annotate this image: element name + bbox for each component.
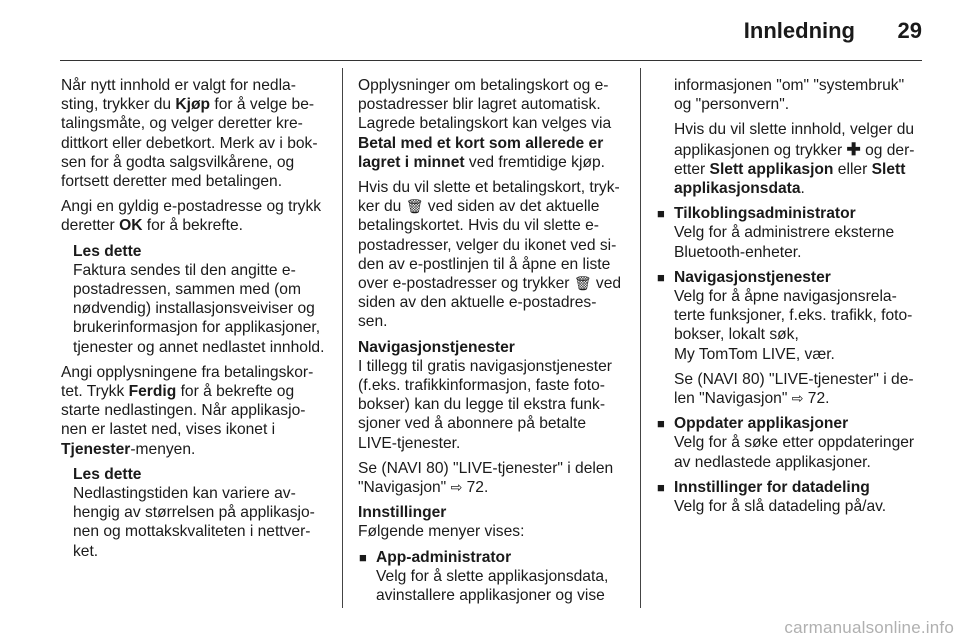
note-title: Les dette	[73, 242, 142, 260]
plus-icon: ✚	[846, 139, 861, 159]
trash-icon: 🗑	[405, 198, 424, 215]
column-3	[656, 76, 922, 516]
list-item-title: Navigasjonstjenester	[674, 268, 831, 286]
section-heading: Navigasjonstjenester	[358, 338, 515, 356]
page-number: 29	[897, 18, 922, 43]
page-header	[0, 0, 960, 60]
paragraph: Angi en gyldig e-postadresse og trykk deretter OK for å bekrefte.	[61, 198, 322, 235]
bullet-icon: ■	[359, 549, 367, 565]
paragraph: informasjonen "om" "systembruk" og "personvern".	[674, 77, 905, 114]
list-item: ■ Innstillinger for datadeling Velg for å slå datadeling på/av.	[656, 478, 922, 516]
trash-icon: 🗑	[573, 275, 592, 292]
page-reference-arrow-icon: ⇨	[450, 479, 463, 496]
bullet-icon: ■	[657, 479, 665, 495]
column-divider	[640, 68, 641, 608]
note-box: Les dette Nedlastingstiden kan variere av- hengig av størrelsen på applikasjo- nen og mottakskvaliteten i nettver- ket.	[61, 465, 327, 561]
paragraph: Se (NAVI 80) "LIVE-tjenester" i delen "Navigasjon" ⇨ 72.	[358, 459, 614, 497]
paragraph: Angi opplysningene fra betalingskor- tet. Trykk Ferdig for å bekrefte og starte nedlastingen. Når applikasjo- nen er lastet ned, vises ikonet i Tjenester-menyen.	[61, 363, 314, 458]
paragraph: Opplysninger om betalingskort og e- postadresser blir lagret automatisk. Lagrede betalingskort kan velges via Betal med et kort som allerede er lagret i minnet ved fremtidige kjøp.	[358, 77, 612, 171]
bullet-icon: ■	[657, 206, 665, 222]
page-title: Innledning	[743, 18, 855, 43]
list-item-title: Oppdater applikasjoner	[674, 415, 849, 433]
list-item-title: Tilkoblingsadministrator	[674, 205, 856, 223]
list-item-title: App-administrator	[376, 548, 512, 566]
bullet-icon: ■	[657, 269, 665, 285]
list-item: ■ App-administrator Velg for å slette applikasjonsdata, avinstallere applikasjoner og vise	[358, 548, 624, 606]
list-item-title: Innstillinger for datadeling	[674, 478, 870, 496]
section: Innstillinger Følgende menyer vises:	[358, 503, 624, 541]
page-reference-arrow-icon: ⇨	[791, 390, 804, 407]
note-title: Les dette	[73, 465, 142, 483]
column-2	[358, 76, 624, 605]
section-heading: Innstillinger	[358, 504, 447, 522]
paragraph: Hvis du vil slette innhold, velger du applikasjonen og trykker ✚ og der- etter Slett applikasjon eller Slett applikasjonsdata.	[674, 121, 915, 198]
list-item: ■ Navigasjonstjenester Velg for å åpne navigasjonsrela- terte funksjoner, f.eks. trafikk, foto- bokser, lokalt søk, My TomTom LIVE, vær. Se (NAVI 80) "LIVE-tjenester" i de- len "Navigasjon" ⇨ 72.	[656, 268, 922, 408]
list-item: ■ Oppdater applikasjoner Velg for å søke etter oppdateringer av nedlastede applikasjoner.	[656, 414, 922, 472]
column-divider	[342, 68, 343, 608]
header-rule	[60, 60, 922, 61]
paragraph: Hvis du vil slette et betalingskort, tryk- ker du 🗑 ved siden av det aktuelle betalingskortet. Hvis du vil slette e- postadresser, velger du ikonet ved si- den av e-postlinjen til å åpne en liste over e-postadresser og trykker 🗑 ved siden av den aktuelle e-postadres- sen.	[358, 179, 622, 331]
note-box: Les dette Faktura sendes til den angitte e- postadressen, sammen med (om nødvendig) installasjonsveiviser og brukerinformasjon for applikasjoner, tjenester og annet nedlastet innhold.	[61, 242, 327, 357]
watermark: carmanualsonline.info	[784, 618, 954, 637]
section: Navigasjonstjenester I tillegg til gratis navigasjonstjenester (f.eks. trafikkinformasjon, faste foto- bokser) kan du legge til ekstra funk- sjoner ved å abonnere på betalte LIVE-tjenester.	[358, 338, 624, 453]
paragraph: Når nytt innhold er valgt for nedla- sting, trykker du Kjøp for å velge be- talingsmåte, og velger deretter kre- dittkort eller debetkort. Merk av i bok- sen for å godta salgsvilkårene, og fortsett deretter med betalingen.	[61, 77, 318, 191]
list-item: ■ Tilkoblingsadministrator Velg for å administrere eksterne Bluetooth-enheter.	[656, 204, 922, 262]
column-1	[61, 76, 327, 561]
bullet-icon: ■	[657, 416, 665, 432]
